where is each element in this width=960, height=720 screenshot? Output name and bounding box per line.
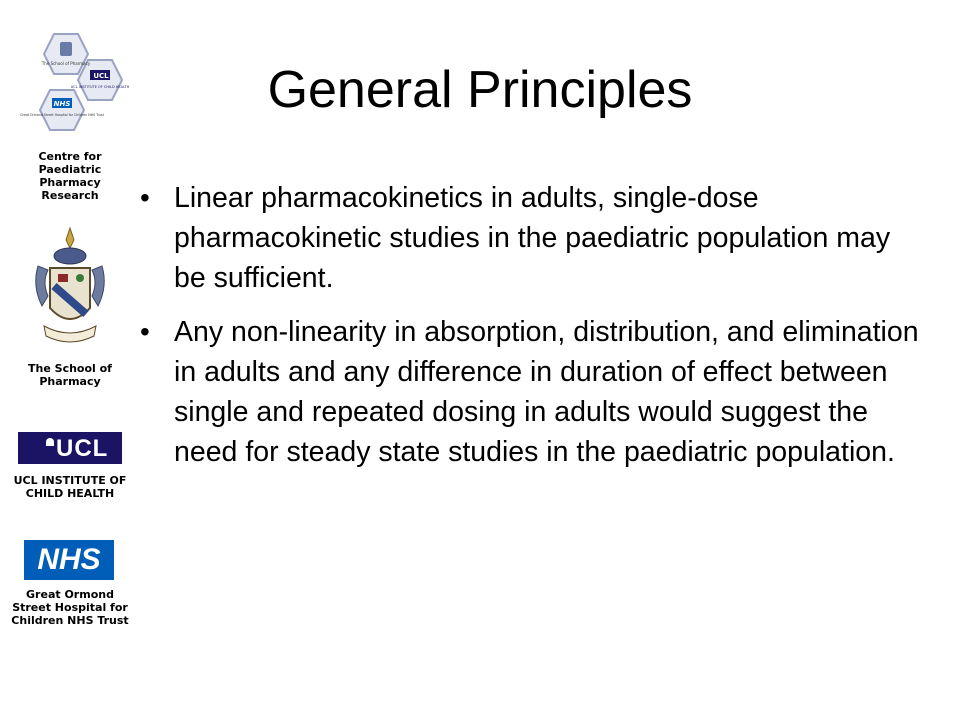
bullet-list — [140, 178, 920, 486]
cppr-school-text: The School of Pharmacy — [41, 61, 91, 66]
cppr-nhs-text: NHS — [53, 100, 71, 108]
cppr-gosh-text: Great Ormond Street Hospital for Children NHS Trust — [20, 113, 104, 117]
ucl-logo — [18, 432, 122, 464]
nhs-caption: Great Ormond Street Hospital for Children NHS Trust — [11, 588, 129, 627]
bullet-icon: • — [140, 182, 150, 213]
ucl-caption: UCL INSTITUTE OF CHILD HEALTH — [13, 474, 127, 500]
cppr-ucl-text: UCL — [93, 72, 109, 80]
bullet-text: Any non-linearity in absorption, distribution, and elimination in adults and any difference in duration of effect between single and repeated dosing in adults would suggest the need for steady state studies in the paediatric population. — [174, 316, 919, 468]
bullet-item — [140, 312, 920, 472]
slide-title: General Principles — [267, 61, 693, 119]
bullet-text: Linear pharmacokinetics in adults, single-dose pharmacokinetic studies in the paediatric population may be sufficient. — [174, 182, 891, 294]
nhs-logo — [24, 540, 114, 580]
ucl-dome-icon — [46, 438, 54, 446]
school-crest-icon — [28, 226, 112, 356]
cppr-logo — [18, 28, 130, 146]
cppr-caption: Centre for Paediatric Pharmacy Research — [38, 150, 102, 202]
nhs-logo-text: NHS — [37, 543, 101, 576]
ucl-logo-text: UCL — [56, 435, 109, 462]
school-caption: The School of Pharmacy — [28, 362, 112, 388]
bullet-item — [140, 178, 920, 298]
cppr-ich-text: UCL INSTITUTE OF CHILD HEALTH — [70, 85, 130, 89]
sidebar — [0, 0, 140, 720]
bullet-icon: • — [140, 316, 150, 347]
